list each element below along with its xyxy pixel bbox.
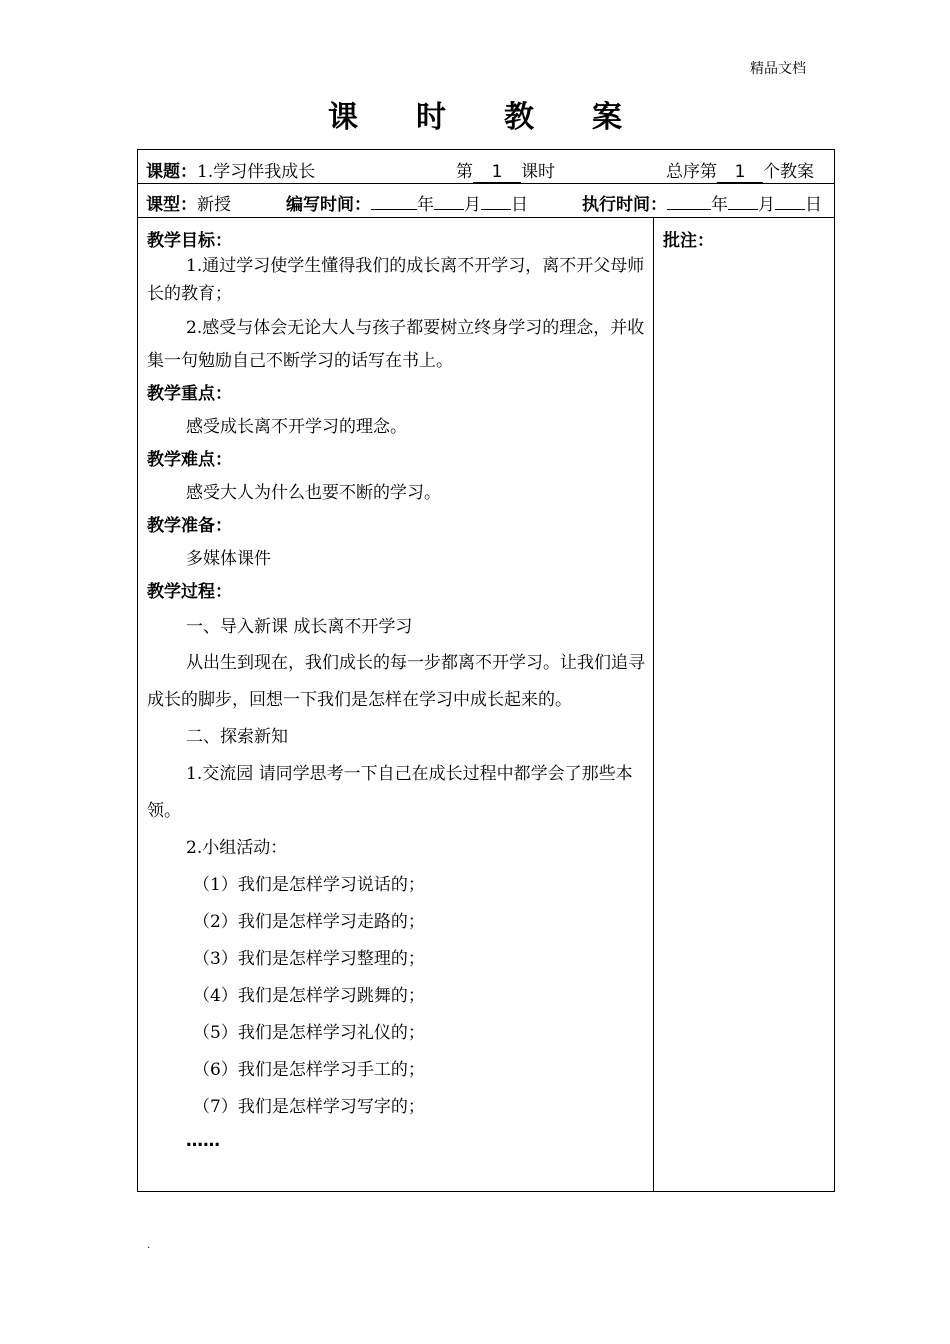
topic-label: 课题： xyxy=(146,162,197,182)
main-content-cell xyxy=(138,218,654,1191)
process-step-1-text: 从出生到现在，我们成长的每一步都离不开学习。让我们追寻成长的脚步，回想一下我们是怎样在学习中成长起来的。 xyxy=(147,653,645,710)
exec-time-cell xyxy=(582,190,822,215)
lesson-prefix: 第 xyxy=(456,162,473,182)
process-step-2: 二、探索新知 xyxy=(186,727,288,747)
process-heading: 教学过程： xyxy=(147,582,232,602)
write-year-unit: 年 xyxy=(417,195,434,215)
list-item: （1）我们是怎样学习说话的； xyxy=(193,875,425,895)
goal-item-1: 1.通过学习使学生懂得我们的成长离不开学习，离不开父母师长的教育； xyxy=(147,256,645,304)
write-time-label: 编写时间： xyxy=(286,195,371,215)
goal-heading: 教学目标： xyxy=(147,231,232,251)
difficulty-heading: 教学难点： xyxy=(147,450,232,470)
write-month-unit: 月 xyxy=(464,195,481,215)
activity-list xyxy=(147,867,647,1126)
annotation-label: 批注： xyxy=(663,231,714,251)
lesson-plan-table xyxy=(137,149,835,1192)
order-suffix: 个教案 xyxy=(763,162,814,182)
process-step-1: 一、导入新课 成长离不开学习 xyxy=(186,617,413,637)
write-day-unit: 日 xyxy=(511,195,528,215)
exec-month-unit: 月 xyxy=(758,195,775,215)
list-item: （4）我们是怎样学习跳舞的； xyxy=(193,986,425,1006)
lesson-suffix: 课时 xyxy=(521,162,555,182)
topic-cell xyxy=(146,157,315,182)
header-row-topic xyxy=(138,150,834,184)
exec-year-unit: 年 xyxy=(711,195,728,215)
list-item: （5）我们是怎样学习礼仪的； xyxy=(193,1023,425,1043)
exec-time-label: 执行时间： xyxy=(582,195,667,215)
write-day-blank xyxy=(481,191,511,210)
exec-year-blank xyxy=(667,191,711,210)
watermark-text: 精品文档 xyxy=(750,61,806,77)
exec-month-blank xyxy=(728,191,758,210)
lesson-number-cell xyxy=(456,157,555,183)
content-body xyxy=(147,230,647,1156)
key-text: 感受成长离不开学习的理念。 xyxy=(186,417,407,437)
topic-value: 1.学习伴我成长 xyxy=(197,162,316,182)
page-title: 课时教案 xyxy=(328,100,680,135)
type-cell xyxy=(146,190,231,215)
list-item: （2）我们是怎样学习走路的； xyxy=(193,912,425,932)
goal-item-2: 2.感受与体会无论大人与孩子都要树立终身学习的理念，并收集一句勉励自己不断学习的话写在书上。 xyxy=(147,318,645,371)
process-step-2-1: 1.交流园 请同学思考一下自己在成长过程中都学会了那些本领。 xyxy=(147,764,633,821)
header-row-type xyxy=(138,183,834,218)
order-prefix: 总序第 xyxy=(666,162,717,182)
write-time-cell xyxy=(286,190,528,215)
write-year-blank xyxy=(371,191,417,210)
exec-day-unit: 日 xyxy=(805,195,822,215)
order-number: 1 xyxy=(717,164,763,183)
type-label: 课型： xyxy=(146,195,197,215)
list-item: （3）我们是怎样学习整理的； xyxy=(193,949,425,969)
annotation-cell xyxy=(654,218,834,1191)
difficulty-text: 感受大人为什么也要不断的学习。 xyxy=(186,483,441,503)
preparation-heading: 教学准备： xyxy=(147,516,232,536)
list-item: （6）我们是怎样学习手工的； xyxy=(193,1060,425,1080)
preparation-text: 多媒体课件 xyxy=(186,549,271,569)
order-number-cell xyxy=(666,157,814,183)
exec-day-blank xyxy=(775,191,805,210)
type-value: 新授 xyxy=(197,195,231,215)
lesson-number: 1 xyxy=(473,164,521,183)
write-month-blank xyxy=(434,191,464,210)
list-item: （7）我们是怎样学习写字的； xyxy=(193,1097,425,1117)
key-heading: 教学重点： xyxy=(147,384,232,404)
ellipsis: …… xyxy=(186,1131,220,1151)
footer-mark: . xyxy=(147,1240,151,1251)
process-step-2-2: 2.小组活动： xyxy=(186,838,288,858)
